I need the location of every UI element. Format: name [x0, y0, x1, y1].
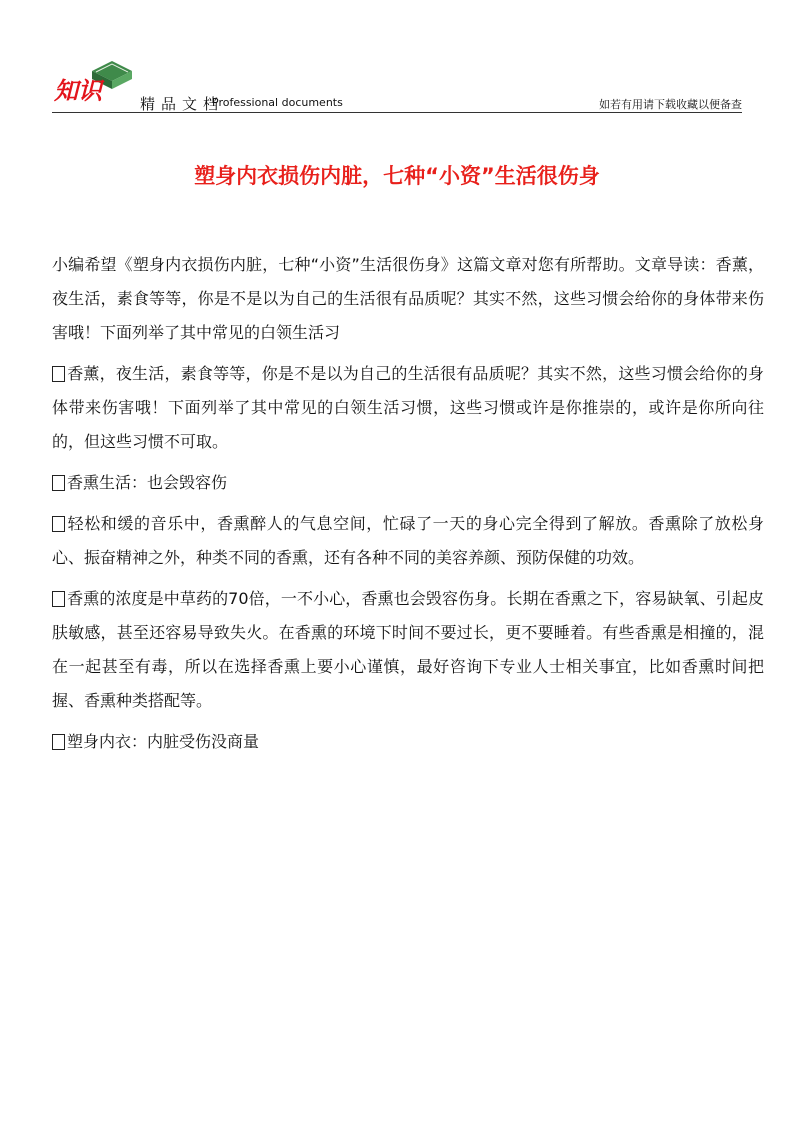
- missing-glyph-box-icon: [52, 734, 65, 750]
- article-body: [52, 248, 764, 766]
- paragraph-text: 香薰，夜生活，素食等等，你是不是以为自己的生活很有品质呢？其实不然，这些习惯会给你的身体带来伤害哦！下面列举了其中常见的白领生活习惯，这些习惯或许是你推崇的，或许是你所向往的，但这些习惯不可取。: [52, 364, 764, 451]
- paragraph: [52, 357, 764, 459]
- brand-name: 精品文档: [140, 95, 225, 113]
- brand-subtitle: Professional documents: [212, 96, 343, 109]
- page-header: [52, 55, 742, 115]
- paragraph-text: 轻松和缓的音乐中，香熏醉人的气息空间，忙碌了一天的身心完全得到了解放。香熏除了放松身心、振奋精神之外，种类不同的香熏，还有各种不同的美容养颜、预防保健的功效。: [52, 514, 764, 567]
- paragraph: [52, 248, 764, 350]
- missing-glyph-box-icon: [52, 591, 65, 607]
- missing-glyph-box-icon: [52, 475, 65, 491]
- section-heading: [52, 466, 764, 500]
- missing-glyph-box-icon: [52, 516, 65, 532]
- paragraph: [52, 507, 764, 575]
- article-title: 塑身内衣损伤内脏，七种“小资”生活很伤身: [194, 164, 600, 188]
- paragraph: [52, 582, 764, 718]
- zhishi-logo-icon: [52, 55, 152, 107]
- logo-text: 知识: [54, 76, 102, 105]
- paragraph-text: 小编希望《塑身内衣损伤内脏，七种“小资”生活很伤身》这篇文章对您有所帮助。文章导读：香薰，夜生活，素食等等，你是不是以为自己的生活很有品质呢？其实不然，这些习惯会给你的身体带来伤害哦！下面列举了其中常见的白领生活习: [52, 255, 764, 342]
- paragraph-text: 香熏的浓度是中草药的70倍，一不小心，香熏也会毁容伤身。长期在香熏之下，容易缺氧、引起皮肤敏感，甚至还容易导致失火。在香熏的环境下时间不要过长，更不要睡着。有些香熏是相撞的，混在一起甚至有毒，所以在选择香熏上要小心谨慎，最好咨询下专业人士相关事宜，比如香熏时间把握、香熏种类搭配等。: [52, 589, 764, 710]
- section-heading-text: 塑身内衣：内脏受伤没商量: [67, 732, 260, 751]
- header-divider: [52, 112, 742, 113]
- header-note: 如若有用请下载收藏以便备查: [599, 98, 742, 111]
- missing-glyph-box-icon: [52, 366, 65, 382]
- section-heading: [52, 725, 764, 759]
- section-heading-text: 香熏生活：也会毁容伤: [67, 473, 228, 492]
